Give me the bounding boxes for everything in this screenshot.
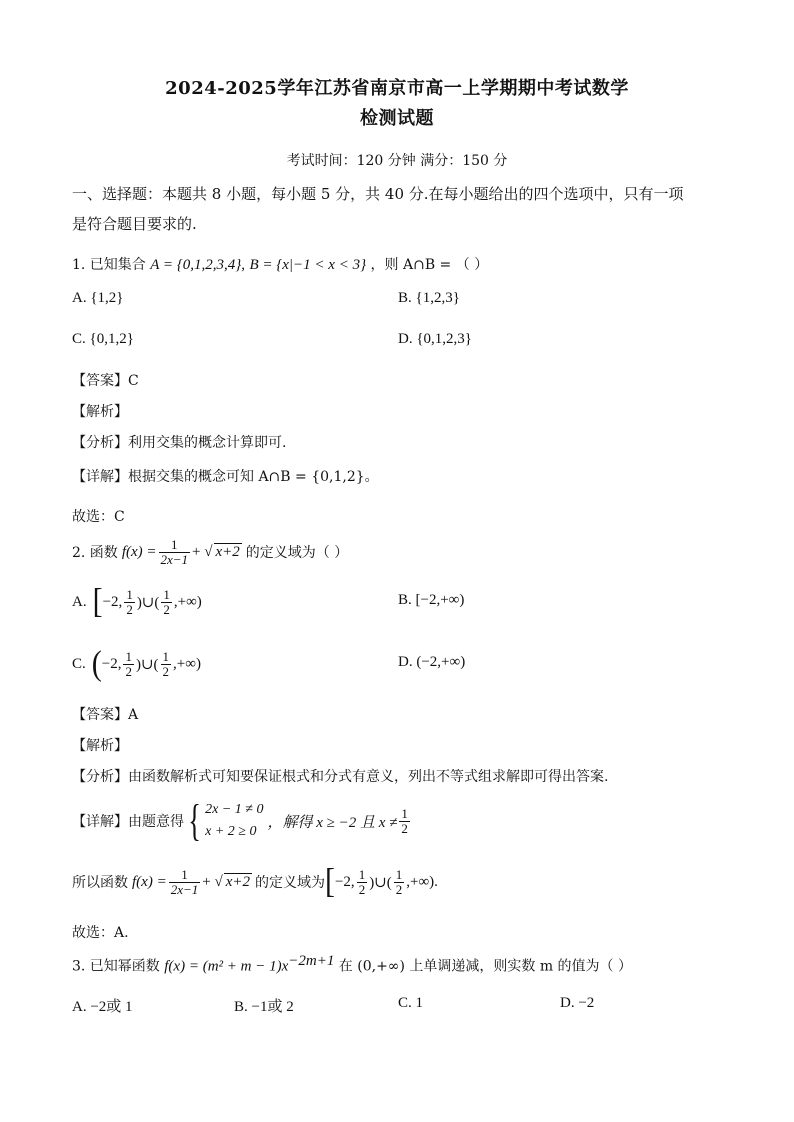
q2-opt-c-left: −2, [101,655,122,672]
exam-info: 考试时间：120 分钟 满分：150 分 [286,153,508,169]
q2-so-fx: f(x) = [132,873,167,890]
section-intro-line2: 是符合题目要求的. [72,215,197,233]
q2-so-frac-num: 1 [181,866,188,882]
q2-opt-a-right: ,+∞) [173,593,202,610]
q1-prefix: 1. 已知集合 [72,257,146,273]
q2-fx: f(x) = [121,543,157,560]
q2-so-mid-union: )∪( [369,874,392,891]
q2-so-half-den: 2 [358,881,366,897]
q2-xiangjie-half-den: 2 [401,820,408,836]
q1-analysis-label: 【解析】 [72,404,128,420]
q2-opt-a-half2-den: 2 [163,601,170,617]
q3-prefix: 3. 已知幂函数 [72,958,160,975]
q2-so-half2-num: 1 [395,866,403,882]
q2-answer: 【答案】A [72,707,139,723]
q2-xiangjie-prefix: 【详解】由题意得 [72,814,184,830]
q2-option-c [72,642,201,686]
q2-opt-a-half-num: 1 [126,586,133,602]
q2-so-sqrt-sign: + √ [202,873,223,890]
q3-option-d: D. −2 [560,995,595,1011]
q2-frac-num: 1 [171,536,178,552]
q2-frac-den: 2x−1 [160,551,189,567]
q2-option-b: B. [−2,+∞) [398,592,465,608]
q2-so-prefix: 所以函数 [72,875,128,891]
q1-choose: 故选：C [72,509,125,525]
q2-sys-row1: 2x − 1 ≠ 0 [205,802,264,817]
q2-so-mid: 的定义域为 [254,875,325,891]
q1-option-b: B. {1,2,3} [398,290,460,306]
q2-opt-c-open: ( [91,644,102,683]
q1-option-a: A. {1,2} [72,290,124,306]
q2-opt-c-mid: )∪( [135,656,159,673]
q2-so-right: ,+∞) [406,873,435,890]
q3-option-c: C. 1 [398,995,424,1011]
q2-so-half-num: 1 [358,866,366,882]
q1-option-c: C. {0,1,2} [72,331,134,347]
q2-conclusion [72,860,438,904]
q2-sqrt-sign: + √ [192,543,213,560]
q2-opt-a-half-den: 2 [126,601,133,617]
q3-exponent: −2m+1 [288,953,335,969]
q2-inequality-system: { 2x − 1 ≠ 0 x + 2 ≥ 0 [188,796,264,845]
q3-interval: 在 (0,+∞) 上单调递减，则实数 m 的值为（ ） [338,958,632,975]
q2-sqrt-content: x+2 [215,544,240,560]
q2-so-half2-den: 2 [395,881,403,897]
q2-opt-a-left: −2, [102,593,123,610]
q2-stem [72,530,348,574]
q2-opt-c-half-den: 2 [125,663,132,679]
q2-opt-a-mid: )∪( [136,594,160,611]
q3-expr: f(x) = (m² + m − 1)x [164,958,289,975]
q2-so-open: [ [324,862,335,901]
q2-prefix: 2. 函数 [72,545,118,561]
q2-fenxi: 【分析】由函数解析式可知要保证根式和分式有意义，列出不等式组求解即可得出答案. [72,769,609,785]
q2-xiangjie-half-num: 1 [401,805,408,821]
q2-opt-c-half2-num: 1 [162,648,170,664]
q2-so-end: . [434,873,438,890]
q2-xiangjie-mid: ，解得 x ≥ −2 且 x ≠ [267,814,398,831]
q2-option-a [72,580,202,624]
q2-opt-c-right: ,+∞) [173,655,201,672]
q2-so-sqrt-content: x+2 [225,874,250,890]
q2-option-d: D. (−2,+∞) [398,654,466,670]
q2-opt-c-label: C. [72,655,86,672]
section-intro-line1: 一、选择题：本题共 8 小题，每小题 5 分，共 40 分.在每小题给出的四个选项中，只有一项 [72,185,684,203]
q2-analysis-label: 【解析】 [72,738,128,754]
q2-opt-c-half2-den: 2 [162,663,170,679]
q3-stem [72,953,632,976]
q1-option-d: D. {0,1,2,3} [398,331,472,347]
page-subtitle: 检测试题 [360,108,434,129]
q2-so-frac-den: 2x−1 [170,881,199,897]
q2-fraction [159,538,191,567]
q1-set-b: B = {x|−1 < x < 3} [249,257,367,273]
q2-sys-row2: x + 2 ≥ 0 [205,824,257,839]
q1-fenxi: 【分析】利用交集的概念计算即可. [72,435,287,451]
q2-xiangjie [72,796,412,846]
q2-choose: 故选：A. [72,925,129,941]
q2-opt-c-half-num: 1 [125,648,132,664]
q3-option-a: A. −2或 1 [72,999,133,1015]
q1-set-a: A = {0,1,2,3,4} [150,257,242,273]
q3-option-b: B. −1或 2 [234,999,294,1015]
q2-suffix: 的定义域为（ ） [245,545,349,561]
q2-opt-a-half2-num: 1 [163,586,170,602]
page-title: 2024-2025学年江苏省南京市高一上学期期中考试数学 [165,78,629,99]
q1-stem: 1. 已知集合 A = {0,1,2,3,4}, B = {x|−1 < x < 3} ，则 A∩B = （ ） [72,257,489,273]
q1-suffix: ，则 A∩B = （ ） [370,257,489,273]
q2-so-left: −2, [334,873,355,890]
q1-answer: 【答案】C [72,373,139,389]
q2-opt-a-label: A. [72,593,87,610]
q1-xiangjie: 【详解】根据交集的概念可知 A∩B = {0,1,2}。 [72,469,379,485]
q2-opt-a-open: [ [92,582,103,621]
